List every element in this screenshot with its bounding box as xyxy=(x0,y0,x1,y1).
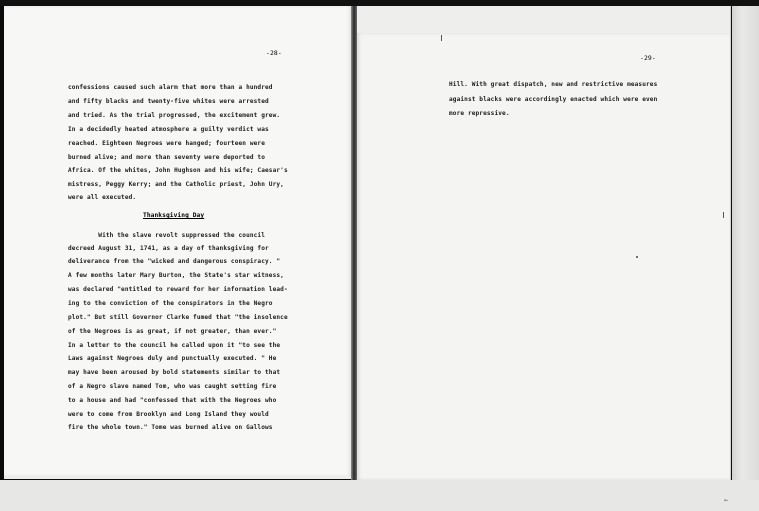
text-line: of the Negroes is as great, if not greater, than ever." xyxy=(68,328,277,335)
text-line: deliverance from the "wicked and dangerous conspiracy. " xyxy=(68,258,281,265)
scan-corner-mark: ← xyxy=(724,496,729,504)
text-line: In a decidedly heated atmosphere a guilty verdict was xyxy=(68,126,269,133)
text-line: of a Negro slave named Tom, who was caught setting fire xyxy=(68,383,277,390)
text-line: Africa. Of the whites, John Hughson and his wife; Caesar's xyxy=(68,167,288,174)
text-line: to a house and had "confessed that with the Negroes who xyxy=(68,397,277,404)
right-page-fold xyxy=(730,6,759,480)
right-page-number: -29- xyxy=(640,54,656,62)
right-page-top-strip xyxy=(357,6,730,33)
text-line: was declared "entitled to reward for her information lead- xyxy=(68,286,288,293)
text-line: A few months later Mary Burton, the State's star witness, xyxy=(68,272,284,279)
text-line: Laws against Negroes duly and punctually executed. " He xyxy=(68,355,277,362)
text-line: mistress, Peggy Kerry; and the Catholic priest, John Ury, xyxy=(68,181,284,188)
text-line: confessions caused such alarm that more than a hundred xyxy=(68,84,273,91)
text-line: and fifty blacks and twenty-five whites were arrested xyxy=(68,98,269,105)
scan-artifact-mark xyxy=(441,35,442,41)
left-page-number: -28- xyxy=(266,49,282,57)
right-page-edge-line xyxy=(731,6,732,480)
text-line: decreed August 31, 1741, as a day of thanksgiving for xyxy=(68,245,269,252)
section-heading: Thanksgiving Day xyxy=(143,212,205,219)
text-line: fire the whole town." Tome was burned alive on Gallows xyxy=(68,424,273,431)
text-line: With the slave revolt suppressed the council xyxy=(68,232,266,239)
scan-bottom-band xyxy=(0,480,759,511)
text-line: ing to the conviction of the conspirators in the Negro xyxy=(68,300,273,307)
text-line: In a letter to the council he called upon it "to see the xyxy=(68,342,281,349)
text-line: were all executed. xyxy=(68,194,137,201)
text-line: may have been aroused by bold statements similar to that xyxy=(68,369,281,376)
scan-artifact-mark xyxy=(723,212,724,218)
text-line: more repressive. xyxy=(449,110,510,117)
text-line: were to come from Brooklyn and Long Island they would xyxy=(68,411,269,418)
scan-artifact-dot xyxy=(636,256,638,258)
text-line: plot." But still Governor Clarke fumed that "the insolence xyxy=(68,314,288,321)
text-line: reached. Eighteen Negroes were hanged; fourteen were xyxy=(68,140,266,147)
text-line: burned alive; and more than seventy were deported to xyxy=(68,154,266,161)
text-line: against blacks were accordingly enacted which were even xyxy=(449,96,658,103)
text-line: Hill. With great dispatch, new and restrictive measures xyxy=(449,81,658,88)
left-page-bottom-edge xyxy=(4,476,351,479)
text-line: and tried. As the trial progressed, the excitement grew. xyxy=(68,112,281,119)
left-page xyxy=(4,6,351,476)
